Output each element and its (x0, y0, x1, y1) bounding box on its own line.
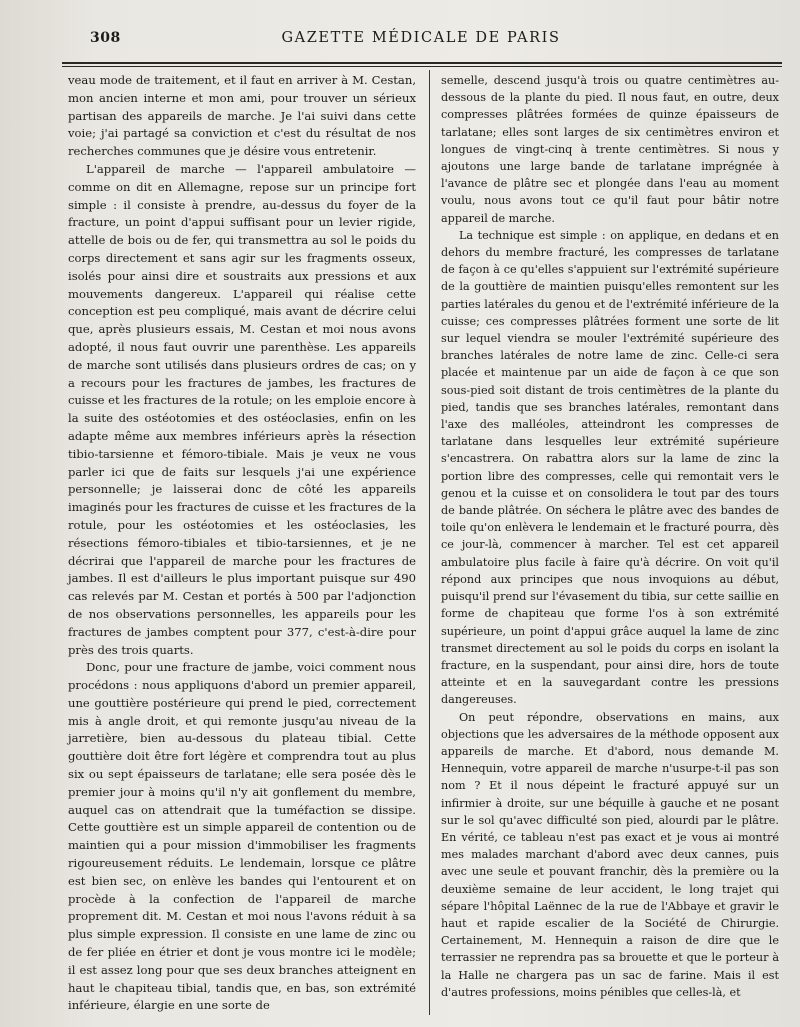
paragraph: On peut répondre, observations en mains, aux objections que les adversaires de la méthode opposent aux appareils de marche. Et d'abord, nous demande M. Hennequin, votre appareil de marche n'usurpe-t-il pas son nom ? Et il nous dépeint le fracturé appuyé sur un infirmier à droite, sur une béquille à gauche et ne posant sur le sol qu'avec difficulté son pied, alourdi par le plâtre. En vérité, ce tableau n'est pas exact et je vous ai montré mes malades marchant d'abord avec deux cannes, puis avec une seule et pouvant franchir, dès la première ou la deuxième semaine de leur accident, le long trajet qui sépare l'hôpital Laënnec de la rue de l'Abbaye et gravir le haut et rapide escalier de la Société de Chirurgie. Certainement, M. Hennequin a raison de dire que le terrassier ne reprendra pas sa brouette et que le porteur à la Halle ne chargera pas un sac de farine. Mais il est d'autres professions, moins pénibles que celles-là, et (441, 710, 779, 999)
header-rule-thin (62, 66, 782, 67)
paragraph: Donc, pour une fracture de jambe, voici comment nous procédons : nous appliquons d'abord un premier appareil, une gouttière postérieure qui prend le pied, correctement mis à angle droit, et qui remonte jusqu'au niveau de la jarretière, bien au-dessous du plateau tibial. Cette gouttière doit être fort légère et comprendra tout au plus six ou sept épaisseurs de tarlatane; elle sera posée dès le premier jour à moins qu'il n'y ait gonflement du membre, auquel cas on attendrait que la tuméfaction se dissipe. Cette gouttière est un simple appareil de contention ou de maintien qui a pour mission d'immobiliser les fragments rigoureusement réduits. Le lendemain, lorsque ce plâtre est bien sec, on enlève les bandes qui l'entourent et on procède à la confection de l'appareil de marche proprement dit. M. Cestan et moi nous l'avons réduit à sa plus simple expression. Il consiste en une lame de zinc ou de fer pliée en étrier et dont je vous montre ici le modèle; il est assez long pour que ses deux branches atteignent en haut le chapiteau tibial, tandis que, en bas, son extrémité inférieure, élargie en une sorte de (68, 660, 416, 1013)
column-divider (429, 70, 430, 1015)
right-column (441, 72, 779, 1001)
left-column (68, 72, 416, 1015)
page-number: 308 (90, 30, 121, 46)
running-title: GAZETTE MÉDICALE DE PARIS (281, 30, 561, 46)
paragraph: La technique est simple : on applique, en dedans et en dehors du membre fracturé, les compresses de tarlatane de façon à ce qu'elles s'appuient sur l'extrémité supérieure de la gouttière de maintien puisqu'elles remontent sur les parties latérales du genou et de l'extrémité inférieure de la cuisse; ces compresses plâtrées forment une sorte de lit sur lequel viendra se mouler l'extrémité supérieure des branches latérales de notre lame de zinc. Celle-ci sera placée et maintenue par un aide de façon à ce que son sous-pied soit distant de trois centimètres de la plante du pied, tandis que ses branches latérales, remontant dans l'axe des malléoles, atteindront les compresses de tarlatane dans lesquelles leur extrémité supérieure s'encastrera. On rabattra alors sur la lame de zinc la portion libre des compresses, celle qui remontait vers le genou et la cuisse et on consolidera le tout par des tours de bande plâtrée. On séchera le plâtre avec des bandes de toile qu'on enlèvera le lendemain et le fracturé pourra, dès ce jour-là, commencer à marcher. Tel est cet appareil ambulatoire plus facile à faire qu'à décrire. On voit qu'il répond aux principes que nous invoquions au début, puisqu'il prend sur l'évasement du tibia, sur cette saillie en forme de chapiteau que forme l'os à son extrémité supérieure, un point d'appui grâce auquel la lame de zinc transmet directement au sol le poids du corps en isolant la fracture, en la suspendant, pour ainsi dire, hors de toute atteinte et en la sauvegardant contre les pressions dangereuses. (441, 228, 779, 707)
paragraph: veau mode de traitement, et il faut en arriver à M. Cestan, mon ancien interne et mon ami, pour trouver un sérieux partisan des appareils de marche. Je l'ai suivi dans cette voie; j'ai partagé sa conviction et c'est du résultat de nos recherches communes que je désire vous entretenir. (68, 73, 416, 159)
paragraph: L'appareil de marche — l'appareil ambulatoire — comme on dit en Allemagne, repose sur un principe fort simple : il consiste à prendre, au-dessus du foyer de la fracture, un point d'appui suffisant pour un levier rigide, attelle de bois ou de fer, qui transmettra au sol le poids du corps directement et sans agir sur les fragments osseux, isolés pour ainsi dire et soustraits aux pressions et aux mouvements dangereux. L'appareil qui réalise cette conception est peu compliqué, mais avant de décrire celui que, après plusieurs essais, M. Cestan et moi nous avons adopté, il nous faut ouvrir une parenthèse. Les appareils de marche sont utilisés dans plusieurs ordres de cas; on y a recours pour les fractures de jambes, les fractures de cuisse et les fractures de la rotule; on les emploie encore à la suite des ostéotomies et des ostéoclasies, enfin on les adapte même aux membres inférieurs après la résection tibio-tarsienne et fémoro-tibiale. Mais je veux ne vous parler ici que de faits sur lesquels j'ai une expérience personnelle; je laisserai donc de côté les appareils imaginés pour les fractures de cuisse et les fractures de la rotule, pour les ostéotomies et les ostéoclasies, les résections fémoro-tibiales et tibio-tarsiennes, et je ne décrirai que l'appareil de marche pour les fractures de jambes. Il est d'ailleurs le plus important puisque sur 490 cas relevés par M. Cestan et portés à 500 par l'adjonction de nos observations personnelles, les appareils pour les fractures de jambes comptent pour 377, c'est-à-dire pour près des trois quarts. (68, 161, 416, 657)
page-header (62, 24, 780, 52)
paragraph: semelle, descend jusqu'à trois ou quatre centimètres au-dessous de la plante du pied. Il nous faut, en outre, deux compresses plâtrées formées de quinze épaisseurs de tarlatane; elles sont larges de six centimètres environ et longues de vingt-cinq à trente centimètres. Si nous y ajoutons une large bande de tarlatane imprégnée à l'avance de plâtre sec et plongée dans l'eau au moment voulu, nous avons tout ce qu'il faut pour bâtir notre appareil de marche. (441, 74, 779, 225)
header-rule (62, 62, 782, 64)
